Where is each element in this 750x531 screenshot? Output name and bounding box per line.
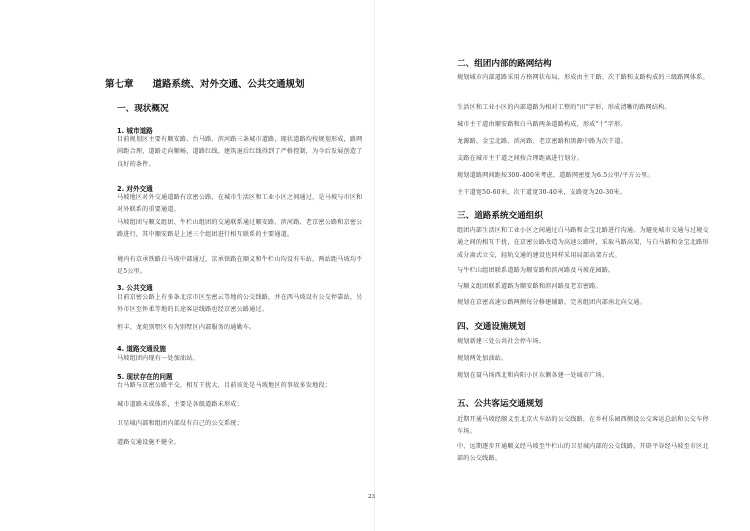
subsection-1-5-title: 5. 现状存在的问题 bbox=[117, 373, 173, 381]
section-1-title: 一、现状概况 bbox=[117, 104, 169, 114]
section-2-text-5: 支路在城市主干道之间按合理距离进行划分。 bbox=[457, 155, 583, 162]
page-number: 23 bbox=[368, 494, 375, 500]
section-5-text-1: 近期开通马坡经顺义至北京火车站的公交线路，在乡村乐园西侧设公交客运总站和公交车停车场。 bbox=[457, 416, 709, 436]
subsection-1-4-text: 马坡组团内现有一处加油站。 bbox=[117, 355, 199, 362]
section-4-title: 四、交通设施规划 bbox=[457, 322, 526, 332]
subsection-1-3-title: 3. 公共交通 bbox=[117, 284, 153, 292]
problem-1: 台马路与京密公路平交，相互干扰大，目前该处是马坡地区的事故多发地段； bbox=[117, 382, 331, 389]
section-4-text-1: 规划新建三处公共社会停车场。 bbox=[457, 338, 546, 345]
section-2-text-2: 生活区和工业小区的内部道路为相对工整的"田"字形，形成清晰的路网结构。 bbox=[457, 104, 671, 111]
section-3-text-1: 组团内部生活区和工业小区之间通过白马路和金宝北路进行沟通。为避免城市交通与过境交通之间的相互干扰，在京密公路改造为高速公路时，采取马路高架，与白马路和金宝北路形成分离式立交，轻轨交通的建设也同样采用局部高架方式。 bbox=[457, 227, 709, 259]
problem-3: 卫星城内部和组团内部没有自己的公交系统； bbox=[117, 420, 243, 427]
subsection-1-4-title: 4. 道路交通设施 bbox=[117, 345, 166, 353]
section-3-text-3: 与顺义组团联系道路为顺安路和滨河路及老京密路。 bbox=[457, 283, 602, 290]
section-2-text-4: 龙源路、金宝北路、滨河路、老京密路和黑源中路为次干道。 bbox=[457, 138, 627, 145]
section-5-title: 五、公共客运交通规划 bbox=[457, 399, 543, 409]
chapter-title: 第七章 道路系统、对外交通、公共交通规划 bbox=[105, 79, 305, 90]
section-3-title: 三、道路系统交通组织 bbox=[457, 211, 543, 221]
subsection-1-2-text-1: 马坡地区对外交通道路有京密公路，在城市生活区和工业小区之间通过，是马坡与市区和对外联系的重要通道。 bbox=[117, 194, 363, 214]
section-5-text-2: 中、远期逐步开通顺义经马坡至牛栏山的卫星城内部的公交线路，开辟平谷经马坡至市区北部的公交线路。 bbox=[457, 443, 709, 463]
subsection-1-1-text: 目前规划区主要有顺安路、台马路、滨河路三条城市道路，现状道路均按规划形成，路网间距合理，道路走向顺畅，道路红线、建筑退后红线得到了严格控制，为今后发展创造了良好的条件。 bbox=[117, 136, 363, 168]
section-4-text-2: 规划两处加油站。 bbox=[457, 355, 508, 362]
section-2-title: 二、组团内部的路网结构 bbox=[457, 59, 552, 69]
subsection-1-3-text-1: 目前京密公路上有多条北京市区至密云等地的公交线路，并在西马坡设有公交停靠站，另外市区至怀柔等地的长途客运线路也经京密公路通过。 bbox=[117, 294, 363, 314]
subsection-1-2-title: 2. 对外交通 bbox=[117, 185, 153, 193]
section-4-text-3: 规划在聂马场西北和向阳小区东侧各建一处城市广场。 bbox=[457, 372, 609, 379]
section-2-text-3: 城市主干道由顺安路和白马路两条道路构成，形成"十"字形。 bbox=[457, 121, 627, 128]
subsection-1-3-text-2: 恒丰、龙苑别墅区有为别墅区内部服务的通勤车。 bbox=[117, 324, 256, 331]
problem-4: 道路交通设施不健全。 bbox=[117, 439, 180, 446]
section-2-text-6: 规划道路网间距按300-400米考虑，道路网密度为6.5公里/平方公里。 bbox=[457, 172, 654, 179]
section-3-text-2: 与牛栏山组团联系道路为顺安路和滨河路及马坡花园路。 bbox=[457, 267, 615, 274]
section-3-text-4: 规划在京密高速公路两侧每分修建辅路，完善组团内部南北向交通。 bbox=[457, 299, 646, 306]
subsection-1-2-text-2: 马坡组团与顺义组团、牛栏山组团的交通联系通过顺安路、滨河路、老京密公路和京密公路进行，其中顺安路是上述三个组团进行相互联系的主要通道。 bbox=[117, 219, 363, 239]
right-page bbox=[375, 0, 750, 531]
section-2-text-1: 规划城市内部道路采用方格网状布局，形成由主干路、次干路和支路构成的三级路网体系。 bbox=[457, 74, 709, 81]
subsection-1-1-title: 1. 城市道路 bbox=[117, 127, 153, 135]
problem-2: 城市道路未成体系，主要是各级道路未形成； bbox=[117, 401, 243, 408]
section-2-text-7: 主干道宽50-60米，次干道宽30-40米，支路宽为20-30米。 bbox=[457, 189, 626, 196]
subsection-1-2-text-3: 境内有京承铁路白马坡中部通过，京承铁路在顺义和牛栏山均设有车站，两站距马坡均不足5公里。 bbox=[117, 256, 363, 276]
